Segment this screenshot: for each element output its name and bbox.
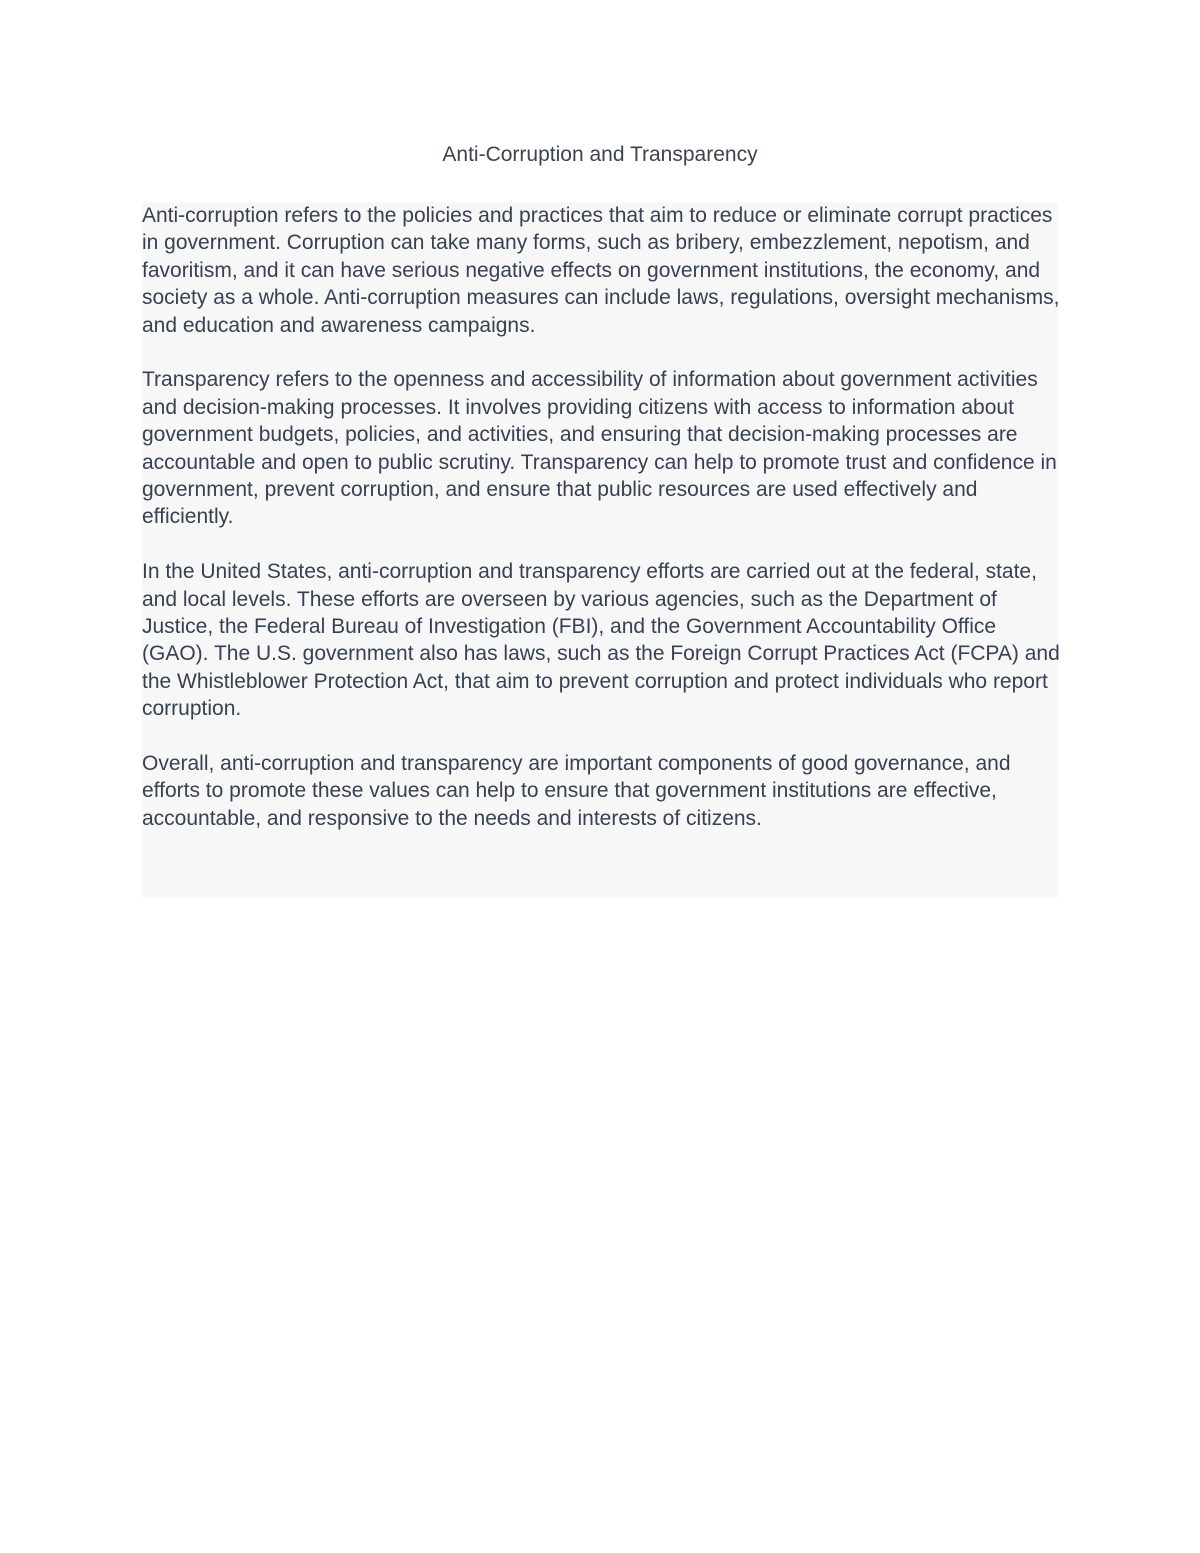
paragraph-anti-corruption: Anti-corruption refers to the policies and practices that aim to reduce or eliminate corrupt practices in government. Corruption can take many forms, such as bribery, embezzlement, nepotism, and favoritism, and it can have serious negative effects on government institutions, the economy, and society as a whole. Anti-corruption measures can include laws, regulations, oversight mechanisms, and education and awareness campaigns. (142, 204, 1060, 337)
document-body (142, 202, 1062, 832)
paragraph-overall: Overall, anti-corruption and transparency are important components of good governance, and efforts to promote these values can help to ensure that government institutions are effective, accountable, and responsive to the needs and interests of citizens. (142, 752, 1011, 830)
paragraph-transparency: Transparency refers to the openness and accessibility of information about government activities and decision-making processes. It involves providing citizens with access to information about government budgets, policies, and activities, and ensuring that decision-making processes are accountable and open to public scrutiny. Transparency can help to promote trust and confidence in government, prevent corruption, and ensure that public resources are used effectively and efficiently. (142, 368, 1057, 529)
paragraph-united-states: In the United States, anti-corruption and transparency efforts are carried out at the federal, state, and local levels. These efforts are overseen by various agencies, such as the Department of Justice, the Federal Bureau of Investigation (FBI), and the Government Accountability Office (GAO). The U.S. government also has laws, such as the Foreign Corrupt Practices Act (FCPA) and the Whistleblower Protection Act, that aim to prevent corruption and protect individuals who report corruption. (142, 560, 1060, 721)
document-title: Anti-Corruption and Transparency (442, 143, 758, 166)
